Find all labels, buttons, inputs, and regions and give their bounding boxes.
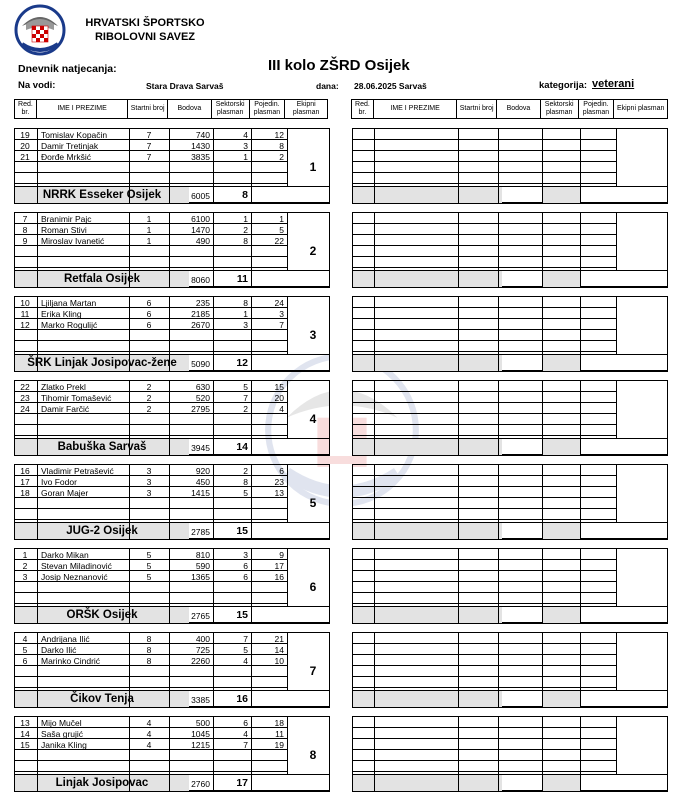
team-sector-total: 17 (236, 777, 248, 789)
points-cell: 3835 (191, 152, 210, 162)
sector-placement-cell: 6 (243, 561, 248, 571)
rank-cell: 8 (22, 225, 28, 235)
sector-placement-cell: 2 (243, 225, 248, 235)
name-cell: Roman Stivi (41, 225, 87, 235)
team-sector-total: 15 (236, 609, 248, 621)
points-cell: 2185 (191, 309, 210, 319)
rank-cell: 24 (20, 404, 30, 414)
team-total-points: 2765 (191, 611, 210, 621)
sector-placement-cell: 5 (243, 382, 248, 392)
start-number-cell: 5 (146, 550, 152, 560)
sector-placement-cell: 3 (243, 320, 248, 330)
start-number-cell: 2 (146, 393, 152, 403)
sector-placement-cell: 7 (243, 393, 248, 403)
team-placement: 5 (309, 496, 317, 510)
rank-cell: 15 (20, 740, 30, 750)
team-name: ORŠK Osijek (66, 608, 138, 621)
column-header-right-1: IME I PREZIME (374, 100, 457, 118)
start-number-cell: 5 (146, 561, 152, 571)
team-placement: 7 (309, 664, 317, 678)
hsrs-logo (14, 4, 66, 56)
rank-cell: 13 (20, 718, 30, 728)
points-cell: 1470 (191, 225, 210, 235)
points-cell: 725 (195, 645, 210, 655)
dana-label: dana: (316, 81, 339, 91)
rank-cell: 19 (20, 130, 30, 140)
sector-placement-cell: 1 (243, 309, 248, 319)
name-cell: Damir Tretinjak (41, 141, 99, 151)
name-cell: Zlatko Prekl (41, 382, 86, 392)
individual-placement-cell: 11 (275, 729, 284, 739)
rank-cell: 3 (22, 572, 28, 582)
team-group (14, 128, 668, 204)
column-header-left (14, 99, 328, 119)
name-cell: Stevan Miladinović (41, 561, 112, 571)
team-name: Linjak Josipovac (55, 776, 149, 789)
start-number-cell: 3 (146, 466, 152, 476)
name-cell: Ivo Fodor (41, 477, 77, 487)
individual-placement-cell: 23 (274, 477, 284, 487)
team-name: JUG-2 Osijek (66, 524, 138, 537)
points-cell: 450 (195, 477, 210, 487)
team-name: NRRK Esseker Osijek (42, 188, 162, 201)
points-cell: 6100 (191, 214, 210, 224)
rank-cell: 10 (20, 298, 30, 308)
column-header-left-5: Pojedin. plasman (250, 100, 286, 118)
individual-placement-cell: 1 (279, 214, 284, 224)
name-cell: Erika Kling (41, 309, 82, 319)
team-sector-total: 16 (236, 693, 248, 705)
points-cell: 920 (195, 466, 210, 476)
column-header-left-3: Bodova (168, 100, 212, 118)
start-number-cell: 5 (146, 572, 152, 582)
team-group (14, 464, 668, 540)
individual-placement-cell: 5 (279, 225, 284, 235)
name-cell: Janika Kling (41, 740, 87, 750)
sector-placement-cell: 8 (243, 298, 248, 308)
rank-cell: 7 (22, 214, 28, 224)
start-number-cell: 6 (146, 309, 152, 319)
rank-cell: 18 (20, 488, 30, 498)
column-header-right-4: Sektorski plasman (541, 100, 579, 118)
start-number-cell: 2 (146, 382, 152, 392)
points-cell: 520 (195, 393, 210, 403)
points-cell: 740 (195, 130, 210, 140)
individual-placement-cell: 18 (274, 718, 284, 728)
points-cell: 1215 (191, 740, 210, 750)
sector-placement-cell: 6 (243, 718, 248, 728)
org-line-2: RIBOLOVNI SAVEZ (94, 31, 196, 43)
individual-placement-cell: 21 (274, 634, 284, 644)
start-number-cell: 6 (146, 298, 152, 308)
name-cell: Ljiljana Martan (41, 298, 97, 308)
name-cell: Tihomir Tomašević (41, 393, 112, 403)
name-cell: Damir Farčić (41, 404, 90, 414)
start-number-cell: 8 (146, 634, 152, 644)
team-total-points: 3385 (191, 695, 210, 705)
name-cell: Darko Mikan (41, 550, 89, 560)
name-cell: Vladimir Petrašević (41, 466, 114, 476)
individual-placement-cell: 3 (279, 309, 284, 319)
name-cell: Mijo Mučel (41, 718, 82, 728)
start-number-cell: 4 (146, 740, 152, 750)
sector-placement-cell: 8 (243, 236, 248, 246)
rank-cell: 17 (20, 477, 30, 487)
team-total-points: 6005 (191, 191, 210, 201)
rank-cell: 1 (22, 550, 28, 560)
start-number-cell: 1 (146, 225, 152, 235)
rank-cell: 16 (20, 466, 30, 476)
points-cell: 2260 (191, 656, 210, 666)
individual-placement-cell: 24 (274, 298, 284, 308)
name-cell: Marinko Cindrić (41, 656, 101, 666)
team-sector-total: 15 (236, 525, 248, 537)
team-group (14, 716, 668, 792)
points-cell: 2670 (191, 320, 210, 330)
column-header-right-6: Ekipni plasman (616, 105, 665, 112)
individual-placement-cell: 13 (274, 488, 284, 498)
team-name: Babuška Sarvaš (57, 440, 147, 453)
points-cell: 235 (195, 298, 210, 308)
points-cell: 400 (195, 634, 210, 644)
team-placement: 8 (309, 748, 317, 762)
points-cell: 1365 (191, 572, 210, 582)
start-number-cell: 4 (146, 729, 152, 739)
org-line-1: HRVATSKI ŠPORTSKO (85, 17, 205, 29)
team-sector-total: 8 (242, 189, 248, 201)
team-total-points: 2785 (191, 527, 210, 537)
team-placement: 6 (309, 580, 317, 594)
column-header-left-0: Red. br. (15, 100, 37, 118)
rank-cell: 23 (20, 393, 30, 403)
points-cell: 1415 (191, 488, 210, 498)
sector-placement-cell: 3 (243, 141, 248, 151)
name-cell: Miroslav Ivanetić (41, 236, 105, 246)
sector-placement-cell: 4 (243, 656, 248, 666)
sector-placement-cell: 1 (243, 214, 248, 224)
page-title: III kolo ZŠRD Osijek (268, 57, 410, 74)
individual-placement-cell: 2 (279, 152, 284, 162)
team-group (14, 632, 668, 708)
column-header-left-6: Ekipni plasman (292, 101, 320, 116)
na-vodi-label: Na vodi: (18, 80, 56, 91)
individual-placement-cell: 9 (279, 550, 284, 560)
team-name: Čikov Tenja (70, 692, 134, 705)
start-number-cell: 4 (146, 718, 152, 728)
start-number-cell: 2 (146, 404, 152, 414)
name-cell: Branimir Pajc (41, 214, 92, 224)
individual-placement-cell: 16 (274, 572, 284, 582)
individual-placement-cell: 6 (279, 466, 284, 476)
rank-cell: 20 (20, 141, 30, 151)
team-total-points: 2760 (191, 779, 210, 789)
points-cell: 810 (195, 550, 210, 560)
start-number-cell: 8 (146, 645, 152, 655)
sector-placement-cell: 1 (243, 152, 248, 162)
points-cell: 2795 (191, 404, 210, 414)
team-placement: 2 (309, 244, 317, 258)
rank-cell: 6 (22, 656, 28, 666)
team-total-points: 5090 (191, 359, 210, 369)
individual-placement-cell: 19 (274, 740, 284, 750)
start-number-cell: 1 (146, 214, 152, 224)
rank-cell: 22 (20, 382, 30, 392)
column-header-right-2: Startni broj (457, 100, 497, 118)
name-cell: Andrijana Ilić (41, 634, 90, 644)
sector-placement-cell: 2 (243, 466, 248, 476)
name-cell: Darko Ilić (41, 645, 77, 655)
kategorija-label: kategorija: (539, 80, 588, 91)
team-group (14, 548, 668, 624)
sector-placement-cell: 5 (243, 488, 248, 498)
points-cell: 590 (195, 561, 210, 571)
na-vodi-value: Stara Drava Sarvaš (146, 81, 224, 91)
start-number-cell: 1 (146, 236, 152, 246)
name-cell: Tomislav Kopačin (41, 130, 108, 140)
name-cell: Josip Neznanović (41, 572, 108, 582)
start-number-cell: 6 (146, 320, 152, 330)
team-group (14, 380, 668, 456)
individual-placement-cell: 7 (279, 320, 284, 330)
individual-placement-cell: 10 (274, 656, 284, 666)
individual-placement-cell: 15 (274, 382, 284, 392)
team-placement: 4 (309, 412, 317, 426)
team-group (14, 296, 668, 372)
dnevnik-label: Dnevnik natjecanja: (18, 63, 117, 75)
rank-cell: 14 (20, 729, 30, 739)
team-total-points: 3945 (191, 443, 210, 453)
individual-placement-cell: 20 (274, 393, 284, 403)
name-cell: Đorđe Mrkšić (41, 152, 92, 162)
sector-placement-cell: 4 (243, 130, 248, 140)
start-number-cell: 8 (146, 656, 152, 666)
column-header-left-2: Startni broj (128, 100, 168, 118)
sector-placement-cell: 7 (243, 740, 248, 750)
column-header-left-4: Sektorski plasman (212, 100, 250, 118)
points-cell: 630 (195, 382, 210, 392)
points-cell: 1430 (191, 141, 210, 151)
individual-placement-cell: 22 (274, 236, 284, 246)
start-number-cell: 3 (146, 488, 152, 498)
rank-cell: 4 (22, 634, 28, 644)
rank-cell: 12 (20, 320, 30, 330)
column-header-right-5: Pojedin. plasman (579, 100, 615, 118)
start-number-cell: 3 (146, 477, 152, 487)
individual-placement-cell: 4 (279, 404, 284, 414)
sector-placement-cell: 2 (243, 404, 248, 414)
column-header-right-0: Red. br. (352, 100, 374, 118)
individual-placement-cell: 12 (274, 130, 284, 140)
kategorija-value: veterani (592, 78, 635, 90)
sector-placement-cell: 7 (243, 634, 248, 644)
start-number-cell: 7 (146, 152, 152, 162)
team-group (14, 212, 668, 288)
team-placement: 3 (309, 328, 317, 342)
team-sector-total: 11 (236, 273, 248, 285)
name-cell: Saša grujić (41, 729, 84, 739)
rank-cell: 11 (20, 309, 30, 319)
points-cell: 1045 (191, 729, 210, 739)
individual-placement-cell: 14 (274, 645, 284, 655)
rank-cell: 5 (22, 645, 28, 655)
team-sector-total: 12 (236, 357, 248, 369)
points-cell: 500 (195, 718, 210, 728)
dana-value: 28.06.2025 Sarvaš (354, 81, 427, 91)
team-placement: 1 (309, 160, 317, 174)
rank-cell: 2 (22, 561, 28, 571)
sector-placement-cell: 4 (243, 729, 248, 739)
column-header-left-1: IME I PREZIME (37, 100, 128, 118)
sector-placement-cell: 6 (243, 572, 248, 582)
sector-placement-cell: 8 (243, 477, 248, 487)
points-cell: 490 (195, 236, 210, 246)
team-name: ŠRK Linjak Josipovac-žene (27, 356, 177, 369)
individual-placement-cell: 8 (279, 141, 284, 151)
organization-name (70, 16, 220, 44)
team-sector-total: 14 (236, 441, 248, 453)
column-header-right-3: Bodova (497, 100, 541, 118)
team-total-points: 8060 (191, 275, 210, 285)
name-cell: Marko Rogulijć (41, 320, 98, 330)
start-number-cell: 7 (146, 130, 152, 140)
column-header-right (351, 99, 668, 119)
sector-placement-cell: 5 (243, 645, 248, 655)
name-cell: Goran Majer (41, 488, 89, 498)
individual-placement-cell: 17 (274, 561, 284, 571)
rank-cell: 9 (22, 236, 28, 246)
team-name: Retfala Osijek (63, 272, 141, 285)
start-number-cell: 7 (146, 141, 152, 151)
sector-placement-cell: 3 (243, 550, 248, 560)
rank-cell: 21 (20, 152, 30, 162)
